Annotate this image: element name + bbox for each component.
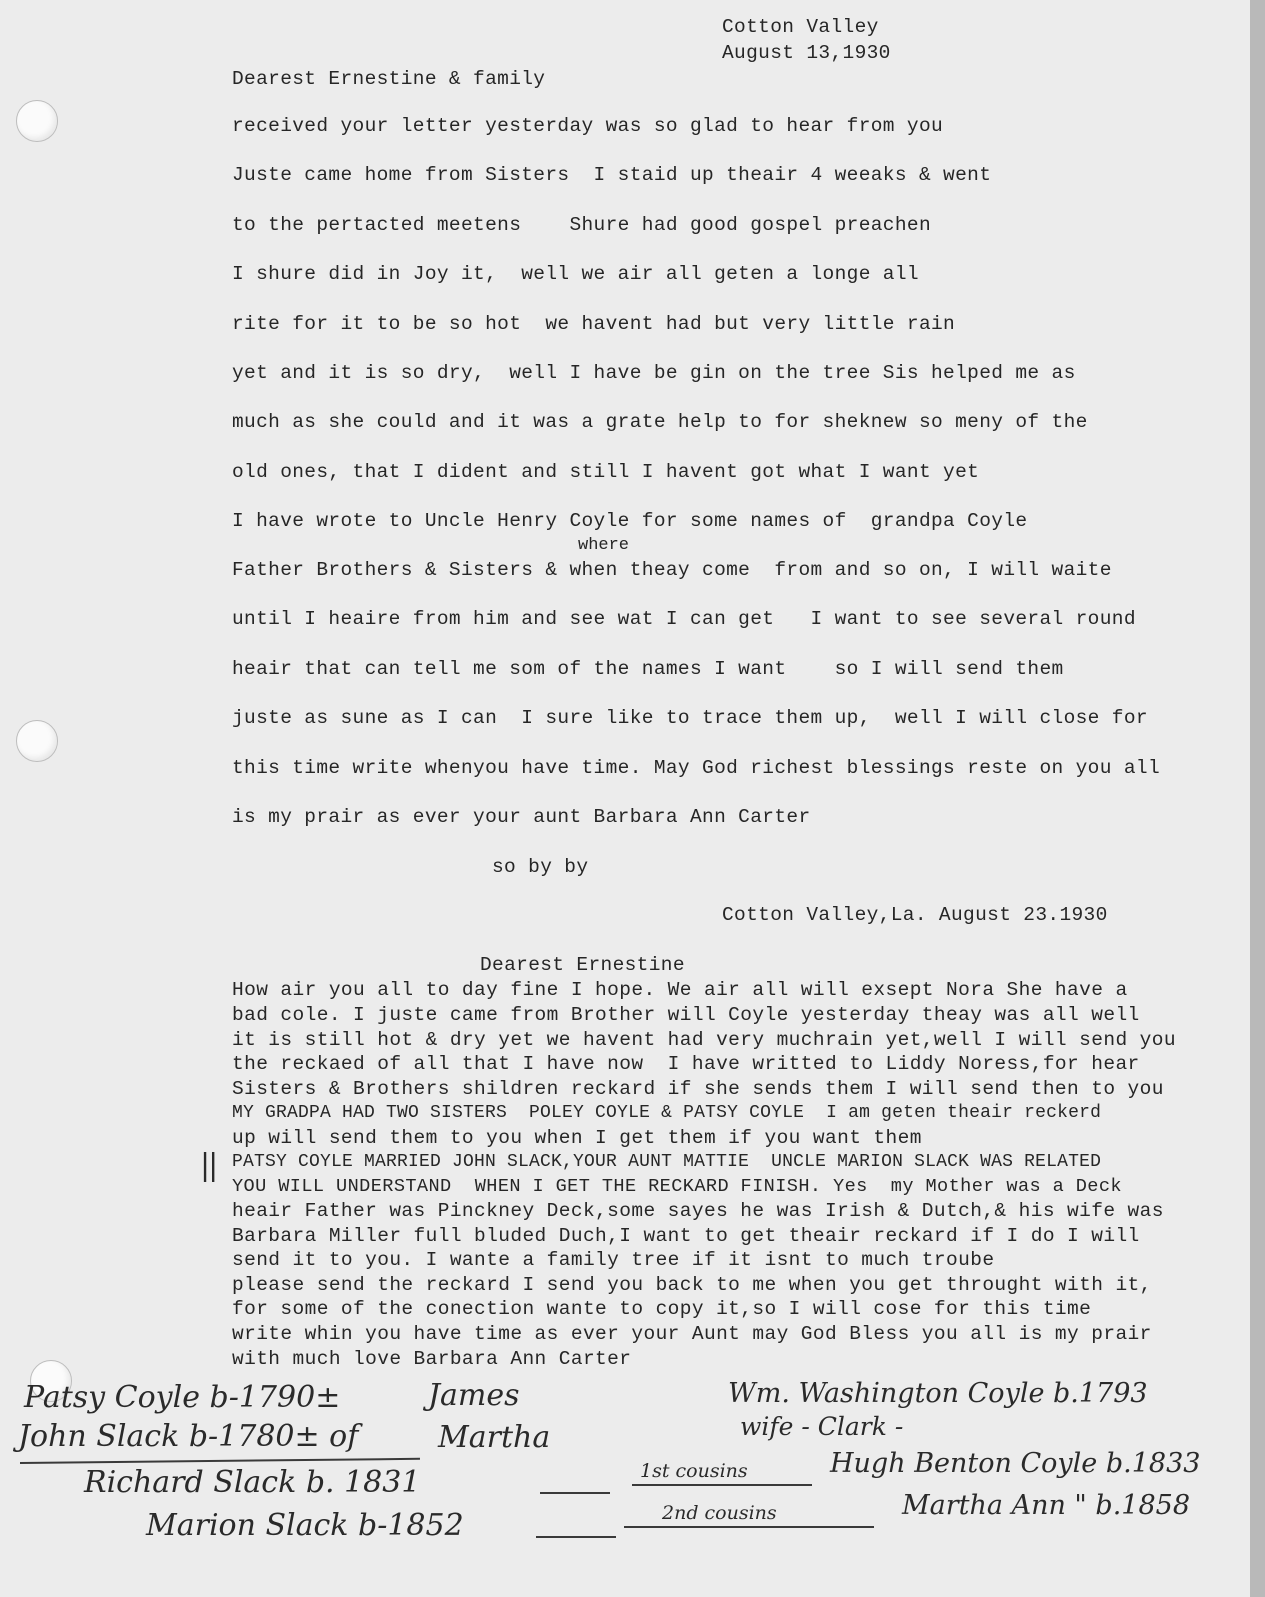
- letter2-line: with much love Barbara Ann Carter: [232, 1348, 632, 1370]
- letter1-line: this time write whenyou have time. May God richest blessings reste on you all: [232, 757, 1160, 779]
- letter1-line: yet and it is so dry, well I have be gin on the tree Sis helped me as: [232, 362, 1076, 384]
- letter2-line: write whin you have time as ever your Aunt may God Bless you all is my prair: [232, 1323, 1152, 1345]
- annotation-wm-washington-coyle: Wm. Washington Coyle b.1793: [728, 1378, 1148, 1409]
- annotation-patsy-coyle: Patsy Coyle b-1790±: [24, 1380, 341, 1415]
- punch-hole-middle: [16, 720, 58, 762]
- letter1-line: until I heaire from him and see wat I can get I want to see several round: [232, 608, 1136, 630]
- letter1-line: old ones, that I dident and still I havent got what I want yet: [232, 461, 980, 483]
- annotation-martha: Martha: [438, 1420, 551, 1455]
- letter2-line: Barbara Miller full bluded Duch,I want to get theair reckard if I do I will: [232, 1225, 1140, 1247]
- letter1-line: much as she could and it was a grate help to for sheknew so meny of the: [232, 411, 1088, 433]
- letter1-salutation: Dearest Ernestine & family: [232, 68, 546, 90]
- letter1-line: received your letter yesterday was so glad to hear from you: [232, 115, 944, 137]
- letter2-line: up will send them to you when I get them if you want them: [232, 1127, 922, 1149]
- punch-hole-top: [16, 100, 58, 142]
- letter1-line: rite for it to be so hot we havent had but very little rain: [232, 313, 956, 335]
- letter1-line: juste as sune as I can I sure like to trace them up, well I will close for: [232, 707, 1148, 729]
- letter2-line: Sisters & Brothers shildren reckard if she sends them I will send then to you: [232, 1078, 1164, 1100]
- underline-john-slack: [20, 1458, 420, 1464]
- letter1-line: I have wrote to Uncle Henry Coyle for some names of grandpa Coyle: [232, 510, 1028, 532]
- letter2-dateline: Cotton Valley,La. August 23.1930: [722, 904, 1108, 926]
- letter2-line: heair Father was Pinckney Deck,some sayes he was Irish & Dutch,& his wife was: [232, 1200, 1164, 1222]
- annotation-hugh-benton-coyle: Hugh Benton Coyle b.1833: [830, 1448, 1201, 1479]
- letter1-line: to the pertacted meetens Shure had good gospel preachen: [232, 214, 932, 236]
- letter2-line: send it to you. I wante a family tree if it isnt to much troube: [232, 1249, 995, 1271]
- arrow-line-richard: [540, 1492, 610, 1494]
- letter2-line: How air you all to day fine I hope. We air all will exsept Nora She have a: [232, 979, 1128, 1001]
- annotation-first-cousins: 1st cousins: [640, 1460, 748, 1482]
- margin-mark: ||: [200, 1148, 217, 1183]
- letter1-line: I shure did in Joy it, well we air all geten a longe all: [232, 263, 919, 285]
- letter2-line: it is still hot & dry yet we havent had very muchrain yet,well I will send you: [232, 1029, 1176, 1051]
- letter2-line: bad cole. I juste came from Brother will Coyle yesterday theay was all well: [232, 1004, 1140, 1026]
- letter2-line: YOU WILL UNDERSTAND WHEN I GET THE RECKARD FINISH. Yes my Mother was a Deck: [232, 1176, 1122, 1197]
- annotation-martha-ann: Martha Ann " b.1858: [902, 1490, 1191, 1521]
- letter2-salutation: Dearest Ernestine: [480, 954, 685, 976]
- letter1-date: August 13,1930: [722, 42, 891, 64]
- letter2-line: the reckaed of all that I have now I have writted to Liddy Noress,for hear: [232, 1053, 1140, 1075]
- letter2-line: PATSY COYLE MARRIED JOHN SLACK,YOUR AUNT MATTIE UNCLE MARION SLACK WAS RELATED: [232, 1152, 1102, 1172]
- letter2-line: for some of the conection wante to copy it,so I will cose for this time: [232, 1298, 1092, 1320]
- letter2-line: MY GRADPA HAD TWO SISTERS POLEY COYLE & PATSY COYLE I am geten theair reckerd: [232, 1103, 1102, 1123]
- letter1-line: is my prair as ever your aunt Barbara Ann Carter: [232, 806, 811, 828]
- interlinear-correction: where: [578, 536, 630, 555]
- annotation-john-slack: John Slack b-1780± of: [18, 1419, 359, 1454]
- letter1-line: Juste came home from Sisters I staid up theair 4 weeaks & went: [232, 164, 992, 186]
- letter1-line: heair that can tell me som of the names I want so I will send them: [232, 658, 1064, 680]
- line-second-cousins: [624, 1526, 874, 1528]
- line-first-cousins: [632, 1484, 812, 1486]
- annotation-james: James: [428, 1378, 520, 1413]
- letter1-line: Father Brothers & Sisters & when theay come from and so on, I will waite: [232, 559, 1112, 581]
- annotation-richard-slack: Richard Slack b. 1831: [84, 1465, 421, 1500]
- arrow-line-marion: [536, 1536, 616, 1538]
- annotation-wife-clark: wife - Clark -: [740, 1412, 904, 1441]
- letter1-closing: so by by: [492, 856, 589, 878]
- letter1-place: Cotton Valley: [722, 16, 879, 38]
- letter2-line: please send the reckard I send you back to me when you get throught with it,: [232, 1274, 1152, 1296]
- annotation-second-cousins: 2nd cousins: [662, 1502, 777, 1524]
- annotation-marion-slack: Marion Slack b-1852: [146, 1508, 464, 1543]
